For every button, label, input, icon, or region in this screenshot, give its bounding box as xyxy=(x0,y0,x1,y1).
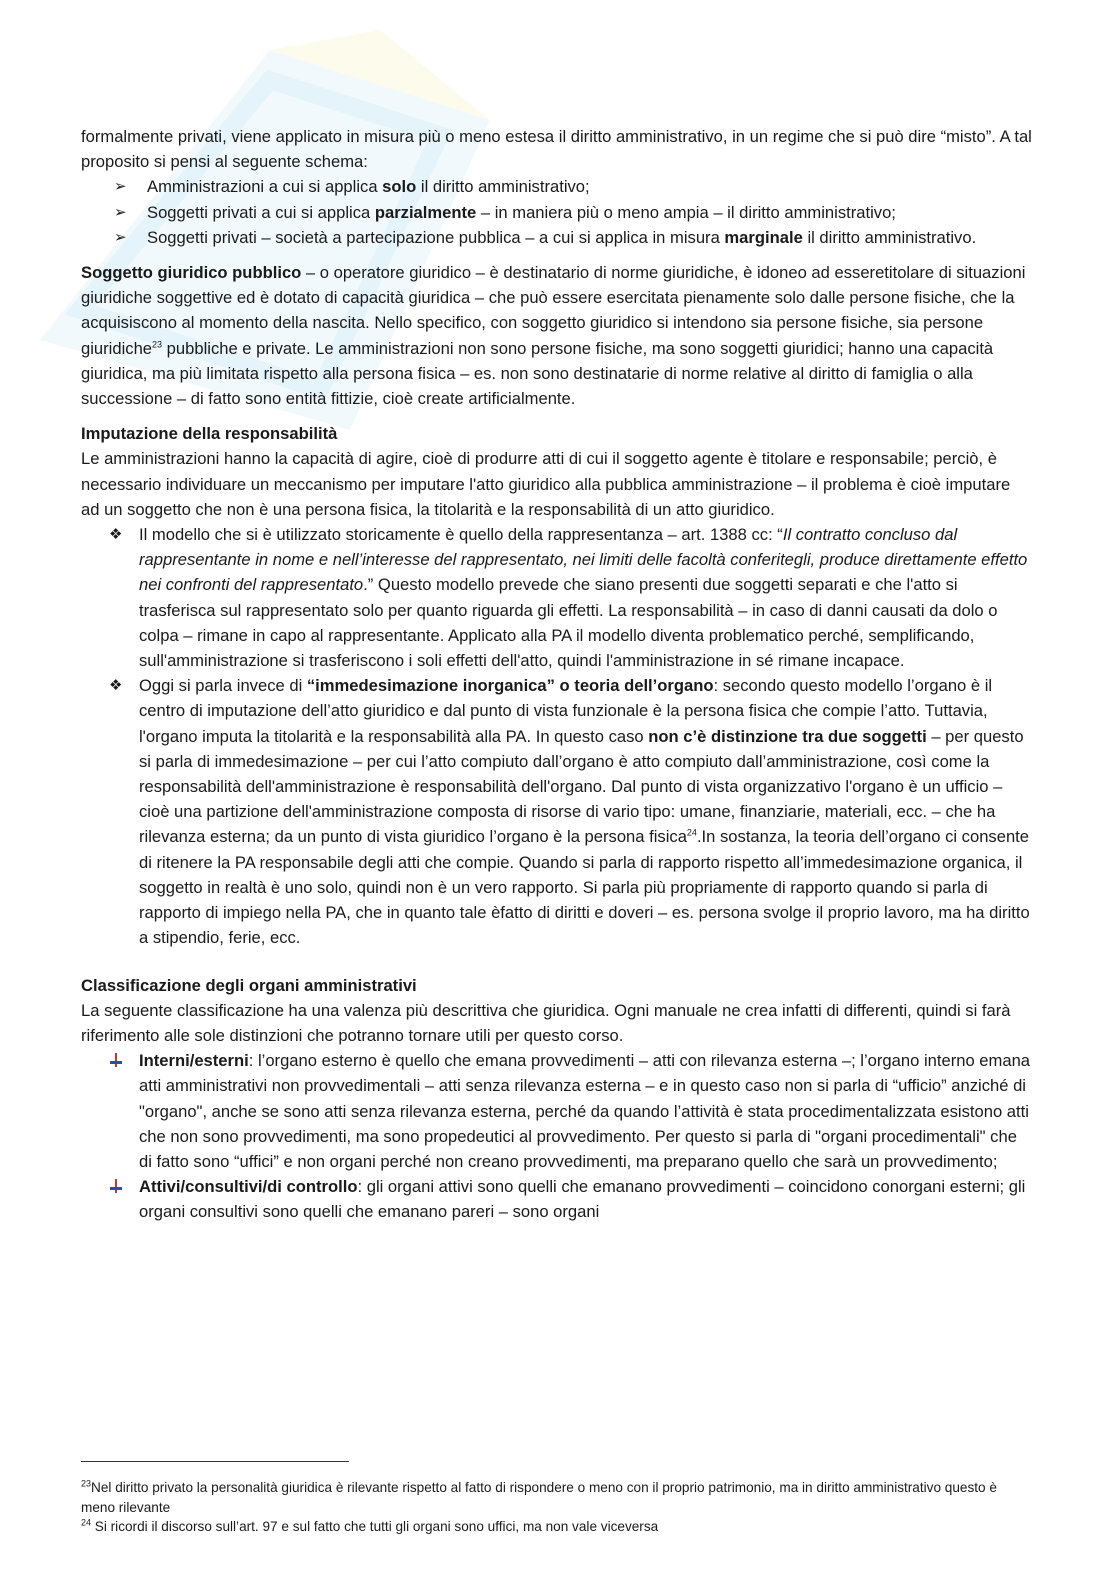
arrow-bullet-icon: ➢ xyxy=(114,228,127,246)
list-item: ➢ Amministrazioni a cui si applica solo il diritto amministrativo; xyxy=(81,174,1033,199)
list-item: ❖ Oggi si parla invece di “immedesimazione inorganica” o teoria dell’organo: secondo questo modello l’organo è il centro di imputazione dell’atto giuridico e dal punto di vista funzionale è la persona fisica che compie l’atto. Tuttavia, l'organo imputa la titolarità e la responsabilità alla PA. In questo caso non c’è distinzione tra due soggetti – per questo si parla di immedesimazione – per cui l’atto compiuto dall’organo è atto compiuto dall’amministrazione, così come la responsabilità dell'amministrazione è responsabilità dell'organo. Dal punto di vista organizzativo l'organo è un ufficio – cioè una partizione dell'amministrazione composta di risorse di vario tipo: umane, finanziarie, materiali, ecc. – che ha rilevanza esterna; da un punto di vista giuridico l’organo è la persona fisica$^{24}$.In sostanza, la teoria dell’organo ci consente di ritenere la PA responsabile degli atti che compie. Quando si parla di rapporto rispetto all’immedesimazione organica, il soggetto in realtà è uno solo, quindi non è un vero rapporto. Si parla più propriamente di rapporto quando si parla di rapporto di impiego nella PA, che in quanto tale èfatto di diritti e doveri – es. persona svolge il proprio lavoro, ma ha diritto a stipendio, ferie, ecc. xyxy=(81,673,1033,950)
footnote-separator xyxy=(81,1461,349,1462)
arrow-bullet-icon: ➢ xyxy=(114,178,127,196)
list-item: ➢ Soggetti privati a cui si applica parzialmente – in maniera più o meno ampia – il diritto amministrativo; xyxy=(81,200,1033,225)
intro-paragraph: formalmente privati, viene applicato in misura più o meno estesa il diritto amministrativo, in un regime che si può dire “misto”. A tal proposito si pensi al seguente schema: xyxy=(81,127,1032,172)
arrow-bullet-icon: ➢ xyxy=(114,203,127,221)
diamond-bullet-icon: ❖ xyxy=(109,677,123,695)
section-heading-classificazione: Classificazione degli organi amministrativi xyxy=(81,975,417,995)
classificazione-list xyxy=(81,1048,1033,1224)
diamond-bullet-icon: ❖ xyxy=(109,526,123,544)
footnotes xyxy=(81,1478,1033,1537)
list-item: Attivi/consultivi/di controllo: gli organi attivi sono quelli che emanano provvedimenti – coincidono conorgani esterni; gli organi consultivi sono quelli che emanano pareri – sono organi xyxy=(81,1174,1033,1224)
list-item: ➢ Soggetti privati – società a partecipazione pubblica – a cui si applica in misura marginale il diritto amministrativo. xyxy=(81,225,1033,250)
footnote-ref-24[interactable]: 24 xyxy=(686,827,697,838)
section-heading-imputazione: Imputazione della responsabilità xyxy=(81,424,338,444)
footnote-ref-23[interactable]: 23 xyxy=(152,339,163,350)
schema-list xyxy=(81,174,1033,250)
list-item: ❖ Il modello che si è utilizzato storicamente è quello della rappresentanza – art. 1388 cc: “Il contratto concluso dal rappresentante in nome e nell’interesse del rappresentato, nei limiti delle facoltà conferitegli, produce direttamente effetto nei confronti del rappresentato.” Questo modello prevede che siano presenti due soggetti separati e che l'atto si trasferisca sul rappresentato solo per quanto riguarda gli effetti. La responsabilità – in caso di danni causati da dolo o colpa – rimane in capo al rappresentante. Applicato alla PA il modello diventa problematico perché, semplificando, sull'amministrazione si trasferiscono i soli effetti dell'atto, quindi l'amministrazione in sé rimane incapace. xyxy=(81,522,1033,673)
plus-bullet-icon xyxy=(109,1178,123,1194)
document-page xyxy=(81,124,1033,1225)
imputazione-list xyxy=(81,522,1033,950)
footnote-23: $^{23}$Nel diritto privato la personalità giuridica è rilevante rispetto al fatto di rispondere o meno con il proprio patrimonio, ma in diritto amministrativo questo è meno rilevante xyxy=(81,1478,997,1515)
list-item: Interni/esterni: l’organo esterno è quello che emana provvedimenti – atti con rilevanza esterna –; l’organo interno emana atti amministrativi non provvedimentali – atti senza rilevanza esterna – e in questo caso non si parla di “ufficio” anziché di "organo", anche se sono atti senza rilevanza esterna, perché da quando l’attività è stata procedimentalizzata esistono atti che non sono provvedimenti, ma sono propedeutici al provvedimento. Per questo si parla di "organi procedimentali" che di fatto sono “uffici” e non organi perché non creano provvedimenti, ma preparano quello che sarà un provvedimento; xyxy=(81,1048,1033,1174)
plus-bullet-icon xyxy=(109,1052,123,1068)
imputazione-paragraph: Le amministrazioni hanno la capacità di agire, cioè di produrre atti di cui il soggetto agente è titolare e responsabile; perciò, è necessario individuare un meccanismo per imputare l'atto giuridico alla pubblica amministrazione – il problema è cioè imputare ad un soggetto che non è una persona fisica, la titolarità e la responsabilità di un atto giuridico. xyxy=(81,449,1011,519)
classificazione-paragraph: La seguente classificazione ha una valenza più descrittiva che giuridica. Ogni manuale ne crea infatti di differenti, quindi si farà riferimento alle sole distinzioni che potranno tornare utili per questo corso. xyxy=(81,1000,1011,1045)
soggetto-paragraph: Soggetto giuridico pubblico – o operatore giuridico – è destinatario di norme giuridiche, è idoneo ad esseretitolare di situazioni giuridiche soggettive ed è dotato di capacità giuridica – che può essere esercitata pienamente solo dalle persone fisiche, che la acquisiscono al momento della nascita. Nello specifico, con soggetto giuridico si intendono sia persone fisiche, sia persone giuridiche$^{23}$ pubbliche e private. Le amministrazioni non sono persone fisiche, ma sono soggetti giuridici; hanno una capacità giuridica, ma più limitata rispetto alla persona fisica – es. non sono destinatarie di norme relative al diritto di famiglia o alla successione – di fatto sono entità fittizie, cioè create artificialmente. xyxy=(81,263,1026,409)
footnote-24: $^{24}$ Si ricordi il discorso sull’art. 97 e sul fatto che tutti gli organi sono uffici, ma non vale viceversa xyxy=(81,1517,659,1534)
